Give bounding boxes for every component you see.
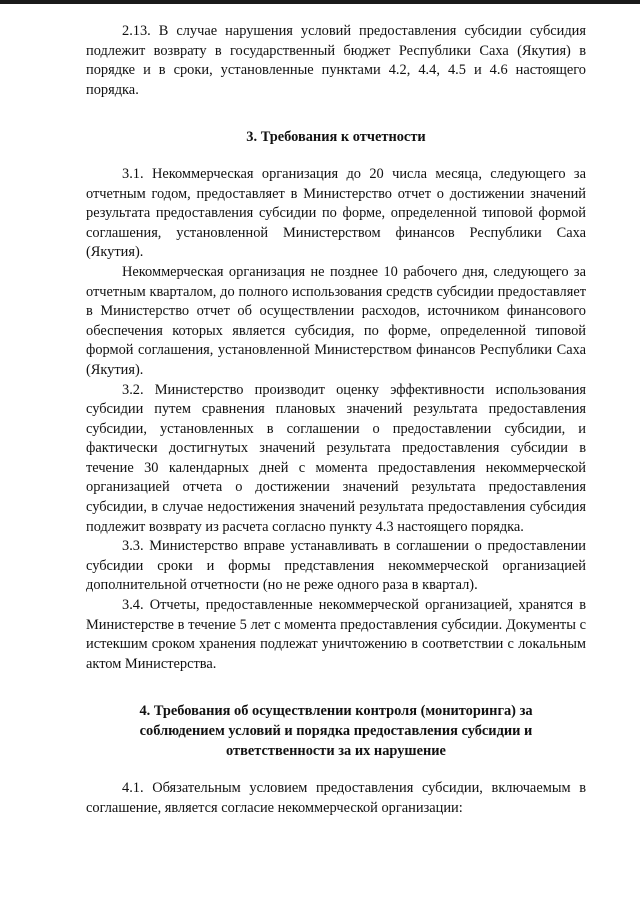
page-top-border [0,0,640,4]
paragraph-3-4: 3.4. Отчеты, предоставленные некоммерческой организацией, хранятся в Министерстве в течение 5 лет с момента предоставления субсидии. Документы с истекшим сроком хранения подлежат уничтожению в соответствии с локальным актом Министерства. [86,597,586,672]
paragraph-4-1: 4.1. Обязательным условием предоставления субсидии, включаемым в соглашение, является согласие некоммерческой организации: [86,780,586,816]
section-4-heading: 4. Требования об осуществлении контроля (мониторинга) за соблюдением условий и порядка предоставления субсидии и ответственности за их нарушение [139,703,533,759]
paragraph-2-13: 2.13. В случае нарушения условий предоставления субсидии субсидия подлежит возврату в государственный бюджет Республики Саха (Якутия) в порядке и в сроки, установленные пунктами 4.2, 4.4, 4.5 и 4.6 настоящего порядка. [86,23,586,98]
document-page [86,22,586,818]
paragraph-3-3: 3.3. Министерство вправе устанавливать в соглашении о предоставлении субсидии сроки и формы представления некоммерческой организацией дополнительной отчетности (но не реже одного раза в квартал). [86,538,586,594]
paragraph-3-2: 3.2. Министерство производит оценку эффективности использования субсидии путем сравнения плановых значений результата предоставления субсидии, установленных в соглашении о предоставлении субсидии, и фактически достигнутых значений результата предоставления субсидии в течение 30 календарных дней с момента предоставления некоммерческой организацией отчета о достижении значений результата предоставления субсидии, в случае недостижения значений результата предоставления субсидия подлежит возврату из расчета согласно пункту 4.3 настоящего порядка. [86,381,586,535]
section-3-heading: 3. Требования к отчетности [246,129,426,146]
paragraph-3-1-second: Некоммерческая организация не позднее 10 рабочего дня, следующего за отчетным кварталом, до полного использования средств субсидии предоставляет в Министерство отчет об осуществлении расходов, источником финансового обеспечения которых является субсидия, по форме, определенной типовой формой соглашения, установленной Министерством финансов Республики Саха (Якутия). [86,263,586,378]
paragraph-3-1: 3.1. Некоммерческая организация до 20 числа месяца, следующего за отчетным годом, предоставляет в Министерство отчет о достижении значений результата предоставления субсидии по форме, определенной типовой формой соглашения, установленной Министерством финансов Республики Саха (Якутия). [86,165,586,261]
